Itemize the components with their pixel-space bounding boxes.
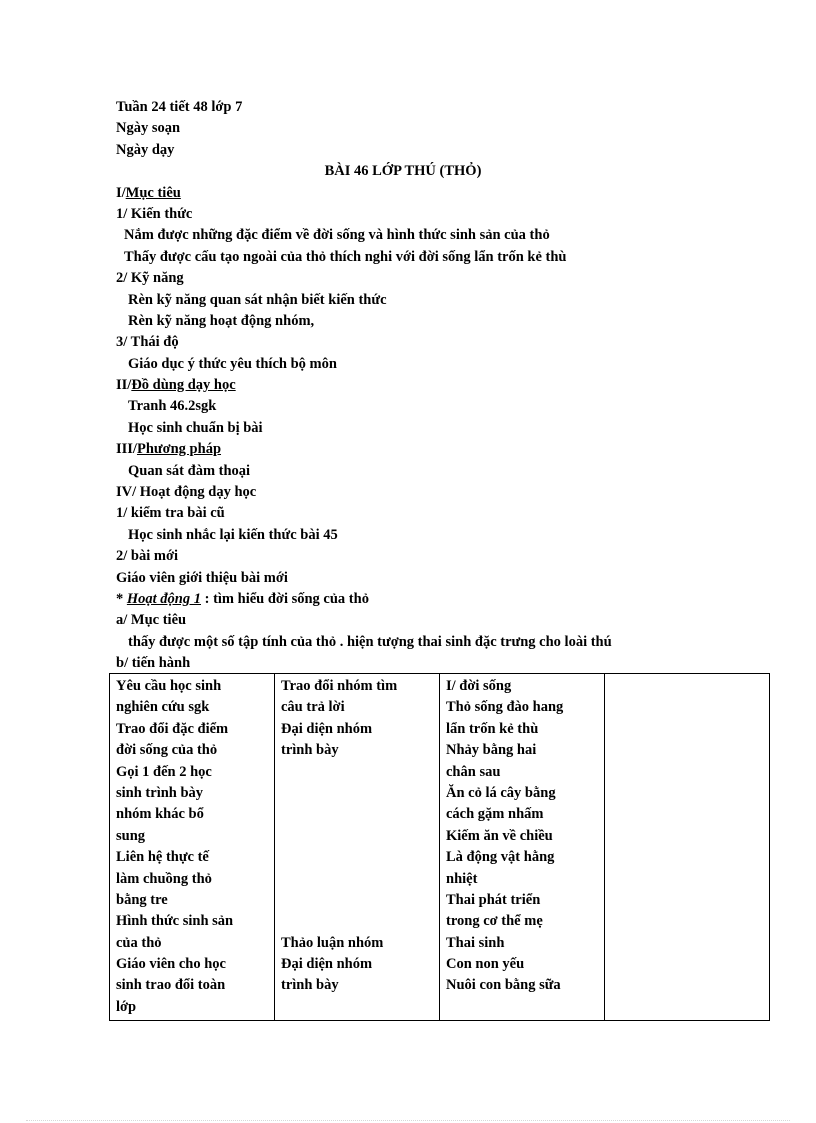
table-line: trình bày [281, 742, 339, 759]
table-line: đời sống của thỏ [116, 742, 218, 759]
materials-item: Học sinh chuẩn bị bài [128, 419, 263, 436]
skills-heading: 2/ Kỹ năng [116, 270, 184, 287]
table-line: nhóm khác bổ [116, 806, 204, 823]
table-line: trình bày [281, 977, 339, 994]
table-line: Thảo luận nhóm [281, 934, 384, 951]
methods-heading [116, 439, 756, 460]
table-row [110, 674, 770, 1021]
table-line: lẩn trốn kẻ thù [446, 720, 539, 737]
table-line: Con non yếu [446, 956, 525, 973]
cell-spacer [281, 762, 435, 933]
check-item: Học sinh nhắc lại kiến thức bài 45 [128, 526, 338, 543]
skills-item: Rèn kỹ năng quan sát nhận biết kiến thức [128, 291, 387, 308]
empty-cell [605, 674, 770, 1021]
activity-table [109, 673, 770, 1021]
knowledge-heading: 1/ Kiến thức [116, 205, 193, 222]
table-line: Kiếm ăn về chiều [446, 827, 553, 844]
table-line: Hình thức sinh sản [116, 913, 234, 930]
table-line: Đại diện nhóm [281, 720, 373, 737]
table-line: Yêu cầu học sinh [116, 678, 222, 694]
student-activity-cell [275, 674, 440, 1021]
table-line: cách gặm nhấm [446, 806, 544, 823]
goal-heading: a/ Mục tiêu [116, 612, 187, 629]
teach-date: Ngày dạy [116, 141, 175, 158]
table-line: của thỏ [116, 934, 162, 951]
activity-star: * [116, 590, 124, 607]
materials-title: Đồ dùng dạy học [131, 377, 236, 394]
knowledge-item: Nắm được những đặc điểm về đời sống và hình thức sinh sản của thỏ [124, 227, 550, 244]
activity-1-desc: : tìm hiểu đời sống của thỏ [204, 590, 369, 607]
lesson-title: BÀI 46 LỚP THÚ (THỎ) [324, 163, 482, 180]
knowledge-item: Thấy được cấu tạo ngoài của thỏ thích nghi với đời sống lẩn trốn kẻ thù [124, 248, 567, 265]
materials-item: Tranh 46.2sgk [128, 398, 217, 415]
objectives-prefix: I/ [116, 184, 126, 201]
table-line: Là động vật hằng [446, 849, 555, 866]
table-line: Trao đổi nhóm tìm [281, 678, 398, 694]
methods-title: Phương pháp [136, 441, 222, 458]
new-lesson-intro: Giáo viên giới thiệu bài mới [116, 569, 288, 586]
table-line: sinh trao đổi toàn [116, 977, 226, 994]
prep-date: Ngày soạn [116, 120, 181, 137]
table-line: I/ đời sống [446, 678, 512, 694]
procedure-heading: b/ tiến hành [116, 655, 191, 672]
activity-1-heading [116, 589, 756, 610]
table-line: Ăn cỏ lá cây bằng [446, 784, 556, 801]
objectives-heading [116, 183, 756, 204]
table-line: Đại diện nhóm [281, 955, 373, 972]
table-line: Nuôi con bằng sữa [446, 977, 561, 994]
table-line: Nhảy bằng hai [446, 742, 537, 759]
table-line: Trao đổi đặc điểm [116, 720, 229, 737]
attitude-heading: 3/ Thái độ [116, 334, 179, 351]
materials-prefix: II/ [116, 377, 132, 394]
table-line: nhiệt [446, 870, 478, 887]
check-heading: 1/ kiểm tra bài cũ [116, 505, 225, 522]
objectives-title: Mục tiêu [125, 184, 181, 201]
new-lesson-heading: 2/ bài mới [116, 548, 179, 565]
table-line: câu trả lời [281, 699, 345, 716]
table-line: trong cơ thể mẹ [446, 913, 543, 930]
table-line: sung [116, 827, 146, 844]
table-line: sinh trình bày [116, 784, 204, 801]
lesson-plan-body [116, 97, 756, 675]
attitude-item: Giáo dục ý thức yêu thích bộ môn [128, 355, 337, 372]
table-line: Thai phát triển [446, 891, 541, 908]
content-cell [440, 674, 605, 1021]
activity-1-label: Hoạt động 1 [126, 590, 201, 607]
page-edge-divider [26, 1120, 790, 1121]
table-line: nghiên cứu sgk [116, 699, 210, 716]
table-line: lớp [116, 998, 137, 1015]
table-line: Liên hệ thực tế [116, 849, 209, 866]
week-line: Tuần 24 tiết 48 lớp 7 [116, 99, 243, 115]
table-line: Giáo viên cho học [116, 956, 226, 973]
skills-item: Rèn kỹ năng hoạt động nhóm, [128, 312, 315, 329]
table-line: Thai sinh [446, 934, 505, 951]
table-line: Gọi 1 đến 2 học [116, 763, 212, 780]
activities-heading: IV/ Hoạt động dạy học [116, 484, 257, 501]
table-line: chân sau [446, 763, 501, 780]
methods-prefix: III/ [116, 441, 137, 458]
table-line: Thỏ sống đào hang [446, 699, 564, 716]
methods-item: Quan sát đàm thoại [128, 462, 251, 479]
table-line: bằng tre [116, 891, 168, 908]
table-line: làm chuồng thỏ [116, 870, 212, 887]
teacher-activity-cell [110, 674, 275, 1021]
materials-heading [116, 375, 756, 396]
goal-text: thấy được một số tập tính của thỏ . hiện tượng thai sinh đặc trưng cho loài thú [128, 633, 612, 650]
